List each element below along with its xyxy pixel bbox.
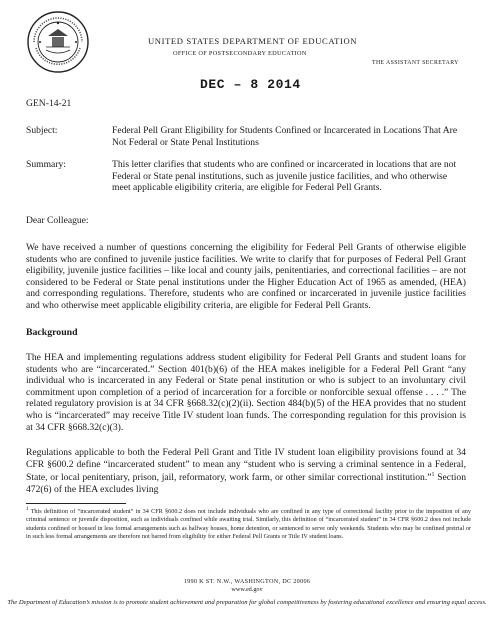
office-name: OFFICE OF POSTSECONDARY EDUCATION	[173, 50, 307, 57]
subject-text: Federal Pell Grant Eligibility for Students Confined or Incarcerated in Locations That Are Not Federal or State Penal Institutions	[112, 125, 458, 148]
footnote-text: This definition of “incarcerated student” in 34 CFR §600.2 does not include individuals who are confined in any type of correctional facility prior to the imposition of any criminal sentence or juvenile disposition, such as individuals confined while awaiting trial. Similarly, this definition of “incarcerated student” in 34 CFR §600.2 does not include students confined or housed in less formal arrangements such as halfway houses, home detention, or sentenced to serve only weekends. Students who may be confined pretrial or in such less formal arrangements are therefore not barred from eligibility for either Federal Pell Grants or Title IV student loans.	[26, 508, 471, 541]
footer-address: 1990 K ST. N.W., WASHINGTON, DC 20006	[183, 578, 311, 585]
footnote-mark: 1	[26, 507, 29, 512]
department-seal-icon	[26, 10, 90, 74]
regulations-text: Regulations applicable to both the Federal Pell Grant and Title IV student loan eligibility provisions found at 34 CFR §600.2 define “incarcerated student” to mean any “student who is serving a criminal sentence in a Federal, State, or local penitentiary, prison, jail, reformatory, work farm, or other similar correctional institution.”	[26, 447, 466, 484]
salutation: Dear Colleague:	[26, 215, 89, 226]
background-heading: Background	[26, 327, 78, 338]
summary-text: This letter clarifies that students who are confined or incarcerated in locations that are not Federal or State penal institutions, such as juvenile justice facilities, and who otherwise meet applicable eligibility criteria, are eligible for Federal Pell Grants.	[112, 159, 457, 194]
date-stamp: DEC – 8 2014	[200, 77, 301, 92]
summary-label: Summary:	[26, 159, 66, 170]
subject-label: Subject:	[26, 125, 58, 136]
department-name: UNITED STATES DEPARTMENT OF EDUCATION	[148, 36, 358, 46]
footer-mission: The Department of Education’s mission is to promote student achievement and preparation for global competitiveness by fostering educational excellence and ensuring equal access.	[7, 599, 487, 606]
footnote	[26, 506, 471, 542]
footer-website: www.ed.gov	[231, 586, 263, 593]
gen-number: GEN-14-21	[26, 98, 72, 109]
background-paragraph: The HEA and implementing regulations address student eligibility for Federal Pell Grants and student loans for students who are “incarcerated.” Section 401(b)(6) of the HEA makes ineligible for a Federal Pell Grant “any individual who is incarcerated in any Federal or State penal institution or who is subject to an involuntary civil commitment upon completion of a period of incarceration for a forcible or nonforcible sexual offense . . . .” The related regulatory provision is at 34 CFR §668.32(c)(2)(ii). Section 484(b)(5) of the HEA provides that no student who is “incarcerated” may receive Title IV student loan funds. The corresponding regulation for this provision is at 34 CFR §668.32(c)(3).	[26, 352, 466, 433]
intro-paragraph: We have received a number of questions concerning the eligibility for Federal Pell Grants of otherwise eligible students who are confined to juvenile justice facilities. We write to clarify that for purposes of Federal Pell Grant eligibility, juvenile justice facilities – like local and county jails, penitentiaries, and correctional facilities – are not considered to be Federal or State penal institutions under the Higher Education Act of 1965 as amended, (HEA) and corresponding regulations. Therefore, students who are confined or incarcerated in juvenile justice facilities and who otherwise meet applicable eligibility criteria, are eligible for Federal Pell Grants.	[26, 242, 466, 311]
regulations-text-cont: Section 472(6) of the HEA excludes living	[26, 472, 466, 495]
regulations-paragraph	[26, 447, 466, 496]
footnote-divider	[26, 503, 126, 504]
footnote-reference: 1	[431, 472, 435, 479]
assistant-secretary: THE ASSISTANT SECRETARY	[372, 60, 459, 66]
